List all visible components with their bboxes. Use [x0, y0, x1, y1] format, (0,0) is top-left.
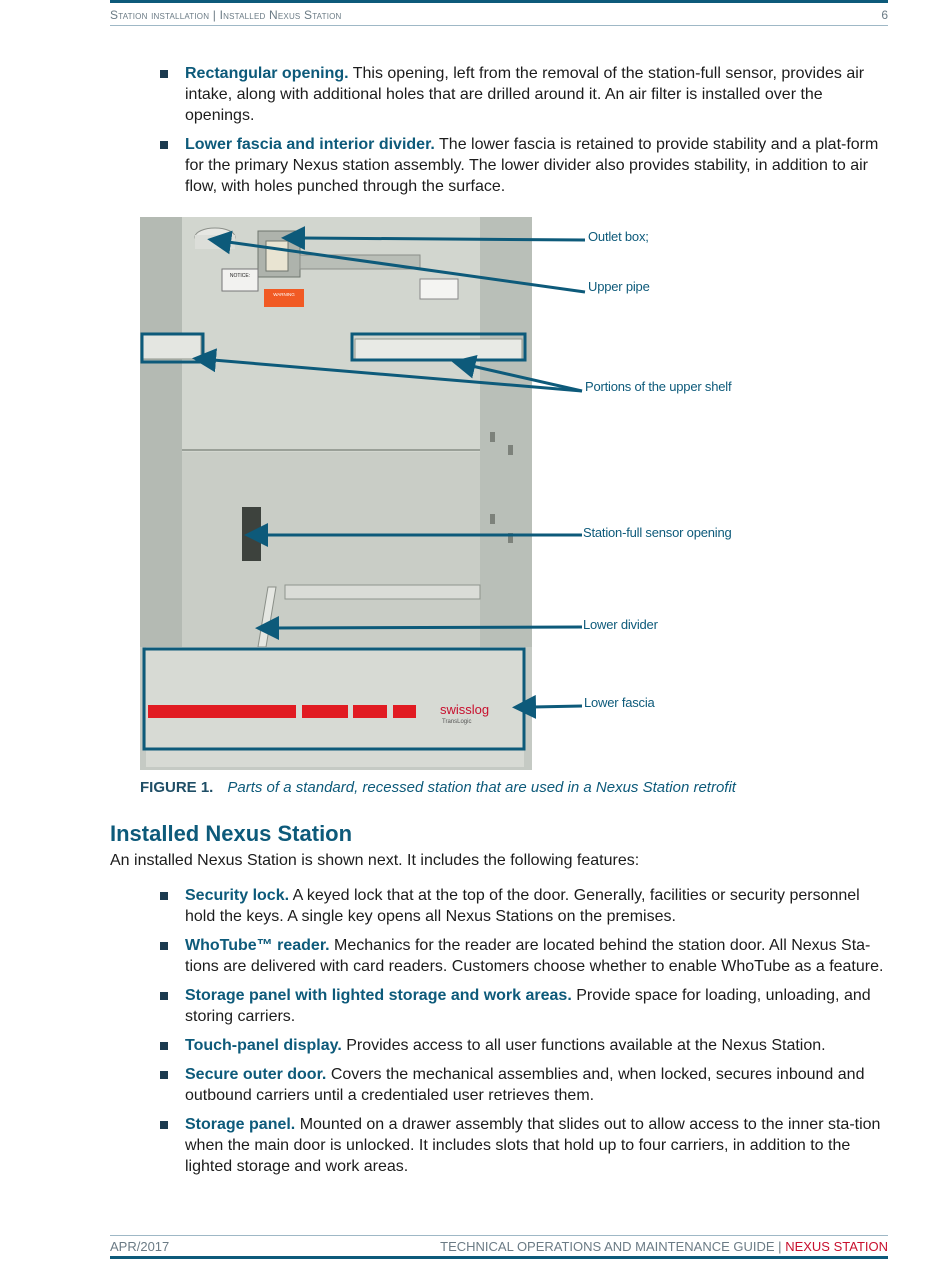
list-item — [160, 134, 888, 197]
bullet-term: Lower fascia and interior divider. — [185, 136, 435, 153]
feature-term: WhoTube™ reader. — [185, 937, 330, 954]
feature-term: Storage panel. — [185, 1116, 296, 1133]
feature-term: Storage panel with lighted storage and work areas. — [185, 987, 572, 1004]
bullet-square-icon — [160, 70, 168, 78]
page-footer — [110, 1235, 888, 1259]
feature-text: Mechanics for the reader are located behind the station door. All Nexus Sta-tions are delivered with card readers. Customers choose whether to enable WhoTube as a feature. — [185, 937, 884, 975]
figure-number: FIGURE 1. — [140, 779, 214, 796]
bullet-square-icon — [160, 141, 168, 149]
callout-outlet-box: Outlet box; — [588, 229, 649, 244]
bullet-text: This opening, left from the removal of the station-full sensor, provides air intake, along with additional holes that are drilled around it. An air filter is installed over the openings. — [185, 65, 865, 124]
bullet-term: Rectangular opening. — [185, 65, 349, 82]
feature-list — [160, 885, 888, 1185]
figure-caption-text: Parts of a standard, recessed station that are used in a Nexus Station retrofit — [227, 779, 736, 796]
list-item — [160, 1064, 888, 1106]
bullet-square-icon — [160, 1121, 168, 1129]
station-photo — [140, 217, 532, 770]
list-item — [160, 935, 888, 977]
section-intro: An installed Nexus Station is shown next. It includes the following features: — [110, 852, 640, 869]
feature-text: Mounted on a drawer assembly that slides out to allow access to the inner sta-tion when the main door is unlocked. It includes slots that hold up to four carriers, in addition to the lighted storage and work areas. — [185, 1116, 881, 1175]
notice-label: NOTICE: — [229, 273, 251, 279]
feature-term: Security lock. — [185, 887, 290, 904]
top-bullet-list — [160, 63, 888, 205]
feature-term: Touch-panel display. — [185, 1037, 342, 1054]
station-illustration — [140, 217, 532, 770]
page-number: 6 — [881, 8, 888, 22]
figure-caption — [140, 779, 736, 796]
bullet-text: The lower fascia is retained to provide stability and a plat-form for the primary Nexus station assembly. The lower divider also provides stability, in addition to air flow, with holes punched through the surface. — [185, 136, 879, 195]
list-item — [160, 885, 888, 927]
list-item — [160, 985, 888, 1027]
callout-upper-pipe: Upper pipe — [588, 279, 650, 294]
bullet-square-icon — [160, 1042, 168, 1050]
bullet-square-icon — [160, 1071, 168, 1079]
callout-sensor-opening: Station-full sensor opening — [583, 525, 732, 540]
footer-date: APR/2017 — [110, 1239, 170, 1254]
footer-guide — [440, 1239, 888, 1254]
list-item — [160, 1035, 888, 1056]
page-header — [110, 0, 888, 26]
callout-upper-shelf: Portions of the upper shelf — [585, 379, 732, 394]
feature-text: Provide space for loading, unloading, and storing carriers. — [185, 987, 871, 1025]
brand-logo: swisslog — [440, 702, 490, 717]
section-title: Installed Nexus Station — [110, 821, 353, 846]
callout-lower-fascia: Lower fascia — [584, 695, 655, 710]
feature-text: A keyed lock that at the top of the door. Generally, facilities or security personnel hold the keys. A single key opens all Nexus Stations on the premises. — [185, 887, 860, 925]
footer-guide-title: TECHNICAL OPERATIONS AND MAINTENANCE GUIDE | — [440, 1239, 786, 1254]
brand-sublogo: TransLogic — [442, 719, 472, 725]
feature-text: Covers the mechanical assemblies and, when locked, secures inbound and outbound carriers until a credentialed user retrieves them. — [185, 1066, 865, 1104]
footer-product: NEXUS STATION — [785, 1239, 888, 1254]
list-item — [160, 63, 888, 126]
bullet-square-icon — [160, 942, 168, 950]
bullet-square-icon — [160, 992, 168, 1000]
feature-term: Secure outer door. — [185, 1066, 327, 1083]
warning-label: WARNING — [273, 292, 295, 297]
header-section-title: Station installation | Installed Nexus Station — [110, 8, 342, 22]
fascia-arrow — [533, 706, 582, 707]
list-item — [160, 1114, 888, 1177]
callout-lower-divider: Lower divider — [583, 617, 658, 632]
feature-text: Provides access to all user functions available at the Nexus Station. — [341, 1037, 826, 1054]
bullet-square-icon — [160, 892, 168, 900]
